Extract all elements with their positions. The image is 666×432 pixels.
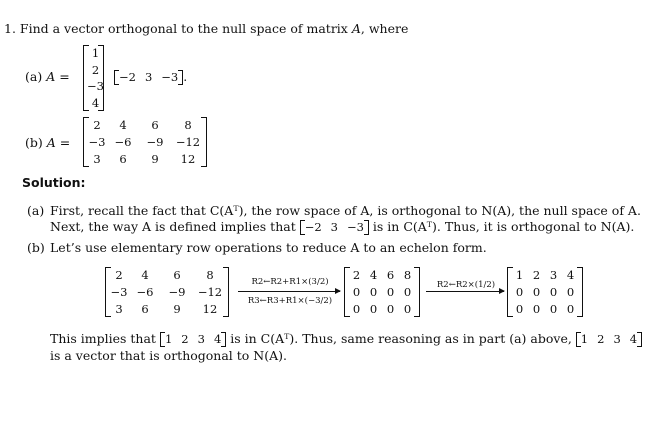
part-a-column-vector <box>83 45 104 111</box>
cell: 2 <box>532 268 541 282</box>
part-b-matrix <box>83 117 207 167</box>
row-op-1: R2←R2+R1×(3/2) <box>251 277 329 287</box>
cell: −3 <box>346 220 364 234</box>
reduction-matrix-3 <box>507 267 583 317</box>
cell: 4 <box>119 118 127 132</box>
solution-heading: Solution: <box>22 175 86 190</box>
cell: 0 <box>386 285 395 299</box>
cell: −3 <box>110 285 128 299</box>
cell: 8 <box>184 118 192 132</box>
cell: 3 <box>330 220 338 234</box>
cell: 12 <box>202 302 218 316</box>
cell: 0 <box>369 285 378 299</box>
cell: 6 <box>151 118 159 132</box>
cell: 2 <box>597 332 605 346</box>
text: This implies that <box>50 331 156 346</box>
part-a-row-vector <box>114 69 187 85</box>
problem-stem-end: , where <box>360 21 409 36</box>
part-a-eq: = <box>59 69 70 84</box>
row-vector <box>114 70 183 85</box>
cell: 3 <box>549 268 558 282</box>
part-b-label <box>25 135 70 150</box>
cell: 4 <box>566 268 575 282</box>
cell: 9 <box>173 302 181 316</box>
cell: 2 <box>181 332 189 346</box>
cell: 1 <box>515 268 524 282</box>
cell: 3 <box>613 332 621 346</box>
part-b-tag: (b) <box>25 135 43 150</box>
cell: 6 <box>119 152 127 166</box>
reduction-arrow-2 <box>426 291 504 292</box>
cell: 6 <box>386 268 395 282</box>
cell: 8 <box>403 268 412 282</box>
cell: 0 <box>352 285 361 299</box>
cell: 1 <box>580 332 589 346</box>
text: is in C(Aᵀ). Thus, same reasoning as in part (a) above, <box>230 331 572 346</box>
cell: 0 <box>352 302 361 316</box>
row-op-2: R3←R3+R1×(−3/2) <box>247 296 333 306</box>
cell: 0 <box>386 302 395 316</box>
cell: −3 <box>161 70 179 84</box>
cell: 0 <box>532 285 541 299</box>
part-b-eq: = <box>59 135 71 150</box>
cell: −2 <box>119 70 136 84</box>
cell: 4 <box>141 268 149 282</box>
reduction-matrix-1 <box>105 267 229 317</box>
cell: 0 <box>566 285 575 299</box>
cell: −12 <box>197 285 223 299</box>
cell: 0 <box>403 285 412 299</box>
cell: 2 <box>352 268 361 282</box>
cell: 3 <box>197 332 205 346</box>
cell: 0 <box>566 302 575 316</box>
text: Next, the way A is defined implies that <box>50 219 296 234</box>
text: is in C(Aᵀ). Thus, it is orthogonal to N(A). <box>372 219 635 234</box>
cell: 2 <box>91 62 100 77</box>
cell: 3 <box>93 152 101 166</box>
cell: 9 <box>151 152 159 166</box>
cell: 4 <box>91 95 100 110</box>
row-vector <box>300 220 369 235</box>
cell: 6 <box>173 268 181 282</box>
reduction-arrow-1 <box>238 291 340 292</box>
cell: −2 <box>304 220 322 234</box>
cell: 4 <box>213 332 222 346</box>
cell: 2 <box>93 118 101 132</box>
part-a-tag: (a) <box>25 69 43 84</box>
solution-a-label: (a) <box>27 203 45 218</box>
cell: −9 <box>168 285 186 299</box>
cell: 0 <box>532 302 541 316</box>
row-op-3: R2←R2×(1/2) <box>436 280 496 290</box>
cell: −9 <box>146 135 164 149</box>
cell: 0 <box>515 285 524 299</box>
part-a-label <box>25 69 70 84</box>
cell: 12 <box>180 152 196 166</box>
solution-a-line2 <box>50 219 634 235</box>
cell: 0 <box>549 302 558 316</box>
cell: 0 <box>403 302 412 316</box>
cell: 0 <box>369 302 378 316</box>
reduction-matrix-2 <box>344 267 420 317</box>
cell: −12 <box>175 135 201 149</box>
part-a-var: A <box>46 69 56 84</box>
cell: 4 <box>629 332 638 346</box>
conclusion-line2: is a vector that is orthogonal to N(A). <box>50 348 287 363</box>
cell: 1 <box>91 46 100 61</box>
problem-var: A <box>351 21 361 36</box>
cell: 3 <box>115 302 123 316</box>
cell: −6 <box>136 285 154 299</box>
row-vector <box>160 332 226 347</box>
cell: −6 <box>114 135 132 149</box>
cell: 8 <box>206 268 214 282</box>
solution-b-label: (b) <box>27 240 45 255</box>
problem-number: 1. <box>4 21 16 36</box>
cell: 1 <box>164 332 173 346</box>
cell: 4 <box>369 268 378 282</box>
solution-b-line: Let’s use elementary row operations to reduce A to an echelon form. <box>50 240 487 255</box>
cell: 6 <box>141 302 149 316</box>
part-b-var: A <box>46 135 56 150</box>
cell: 0 <box>515 302 524 316</box>
conclusion-line1 <box>50 331 642 347</box>
cell: −3 <box>88 135 106 149</box>
cell: 3 <box>144 70 153 84</box>
cell: 2 <box>115 268 123 282</box>
cell: −3 <box>87 79 104 94</box>
period: . <box>183 69 188 84</box>
solution-a-line1: First, recall the fact that C(Aᵀ), the row space of A, is orthogonal to N(A), the null space of A. <box>50 203 641 218</box>
problem-stem: Find a vector orthogonal to the null space of matrix <box>19 21 352 36</box>
problem-statement <box>4 21 408 36</box>
row-vector <box>576 332 642 347</box>
cell: 0 <box>549 285 558 299</box>
